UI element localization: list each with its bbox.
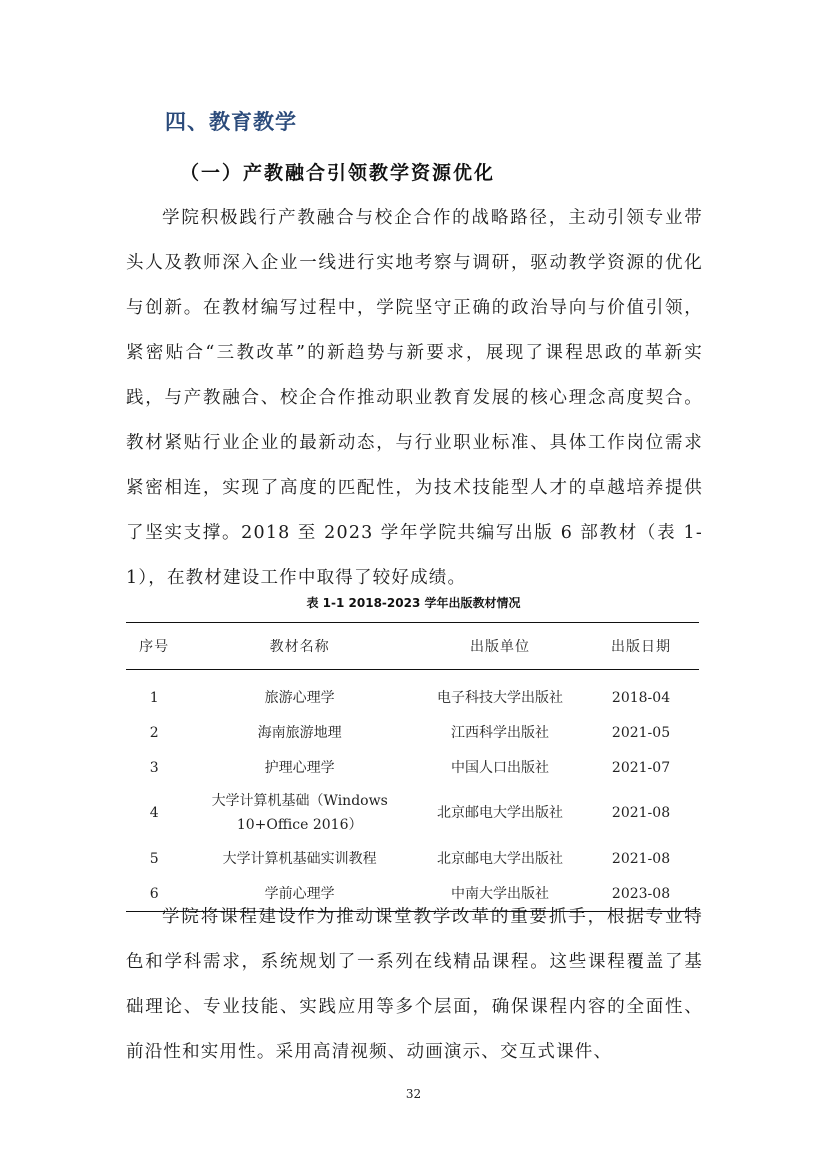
textbook-table — [126, 622, 699, 912]
table-row — [126, 785, 699, 841]
cell-index: 5 — [149, 850, 159, 867]
cell-index: 3 — [149, 759, 159, 776]
cell-date: 2021-07 — [611, 759, 671, 776]
table-caption: 表 1-1 2018-2023 学年出版教材情况 — [306, 596, 521, 610]
cell-date: 2021-08 — [611, 850, 671, 867]
cell-title: 学前心理学 — [182, 876, 417, 912]
cell-title: 旅游心理学 — [264, 689, 335, 706]
table-row — [126, 841, 699, 876]
section-heading: 四、教育教学 — [165, 110, 297, 134]
cell-title: 大学计算机基础实训教程 — [222, 850, 377, 867]
cell-publisher: 北京邮电大学出版社 — [437, 805, 564, 821]
body-paragraph-1: 学院积极践行产教融合与校企合作的战略路径，主动引领专业带头人及教师深入企业一线进行实地考察与调研，驱动教学资源的优化与创新。在教材编写过程中，学院坚守正确的政治导向与价值引领，紧密贴合“三教改革”的新趋势与新要求，展现了课程思政的革新实践，与产教融合、校企合作推动职业教育发展的核心理念高度契合。教材紧贴行业企业的最新动态，与行业职业标准、具体工作岗位需求紧密相连，实现了高度的匹配性，为技术技能型人才的卓越培养提供了坚实支撑。2018 至 2023 学年学院共编写出版 6 部教材（表 1-1），在教材建设工作中取得了较好成绩。 — [126, 208, 703, 588]
cell-date: 2018-04 — [611, 689, 671, 706]
header-publisher: 出版单位 — [417, 623, 583, 670]
cell-title: 大学计算机基础（Windows 10+Office 2016） — [211, 793, 388, 833]
table-row — [126, 715, 699, 750]
cell-publisher: 中国人口出版社 — [451, 759, 550, 776]
table-header-row — [126, 623, 699, 670]
cell-index: 4 — [149, 805, 159, 821]
cell-date: 2021-05 — [611, 724, 671, 741]
cell-title: 护理心理学 — [264, 759, 335, 776]
cell-publisher: 中南大学出版社 — [417, 876, 583, 912]
cell-date: 2023-08 — [583, 876, 699, 912]
cell-publisher: 江西科学出版社 — [451, 724, 550, 741]
cell-publisher: 电子科技大学出版社 — [437, 689, 564, 706]
table-row — [126, 750, 699, 785]
cell-publisher: 北京邮电大学出版社 — [437, 850, 564, 867]
cell-date: 2021-08 — [611, 805, 671, 821]
page-number: 32 — [405, 1087, 422, 1101]
table-row — [126, 670, 699, 716]
header-title: 教材名称 — [182, 623, 417, 670]
cell-index: 6 — [126, 876, 182, 912]
cell-title: 海南旅游地理 — [257, 724, 342, 741]
header-index: 序号 — [126, 623, 182, 670]
cell-index: 2 — [149, 724, 159, 741]
body-paragraph-2: 学院将课程建设作为推动课堂教学改革的重要抓手，根据专业特色和学科需求，系统规划了一系列在线精品课程。这些课程覆盖了基础理论、专业技能、实践应用等多个层面，确保课程内容的全面性、前沿性和实用性。采用高清视频、动画演示、交互式课件、 — [126, 907, 703, 1062]
header-date: 出版日期 — [583, 623, 699, 670]
cell-index: 1 — [149, 689, 159, 706]
subsection-heading: （一）产教融合引领教学资源优化 — [180, 162, 496, 184]
